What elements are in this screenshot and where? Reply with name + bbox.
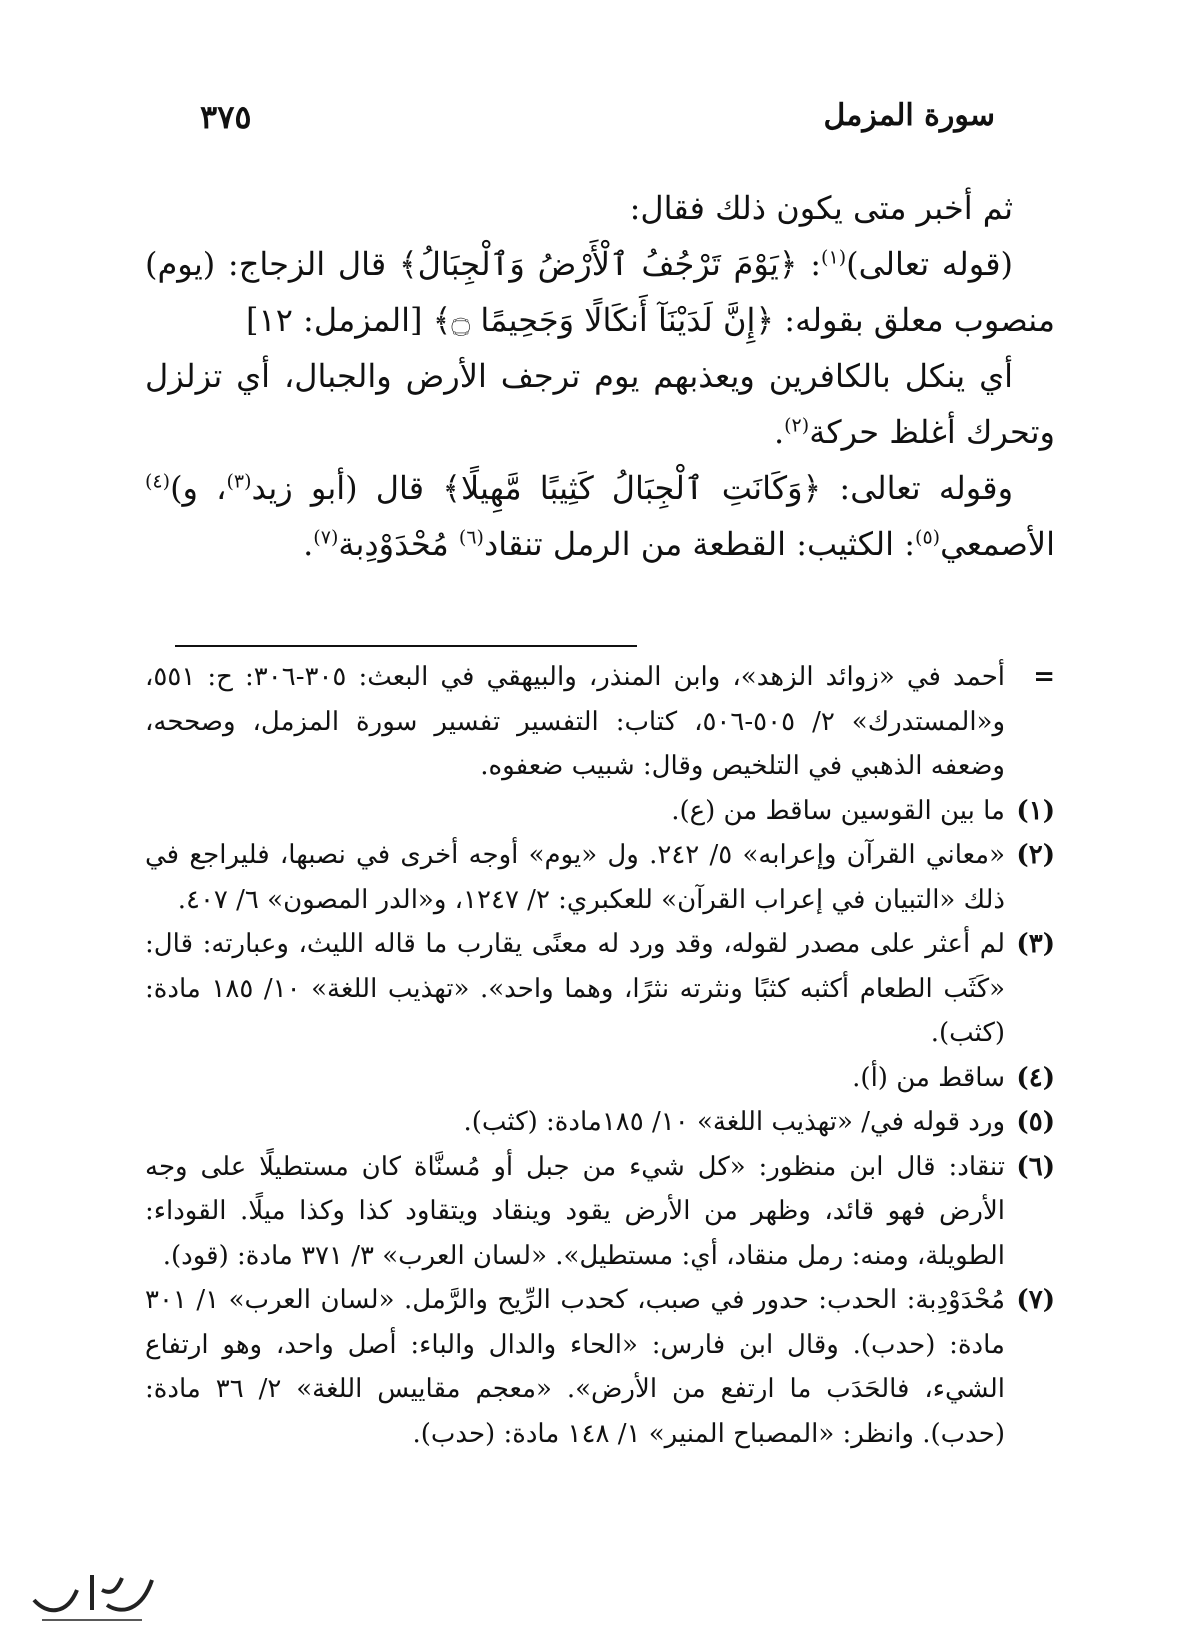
footnote: (١) ما بين القوسين ساقط من (ع). [671,795,1055,826]
footnotes [145,655,1055,1456]
footnote-ref-7: (٧) [313,526,339,549]
quran-verse: ﴿وَكَانَتِ ٱلْجِبَالُ كَثِيبًا مَّهِيلًا﴾ [442,469,822,507]
quran-verse: ﴿إِنَّ لَدَيْنَآ أَنكَالًا وَجَحِيمًا ۝﴾ [432,301,775,339]
footnote: = أحمد في «زوائد الزهد»، وابن المنذر، والبيهقي في البعث: ٣٠٥-٣٠٦: ح: ٥٥١، و«المستدرك» ٢/ ٥٠٥-٥٠٦، كتاب: التفسير تفسير سورة المزمل، وصححه، وضعفه الذهبي في التلخيص وقال: شبيب ضعفوه. [145,662,1055,781]
footnote-ref-1: (١) [821,246,847,269]
publisher-logo-icon [22,1560,162,1630]
footnote-ref-5: (٥) [915,526,941,549]
surah-title: سورة المزمل [823,98,995,133]
paragraph-2: (قوله تعالى)$^{(١)}$: ﴿يَوْمَ تَرْجُفُ ٱلْأَرْضُ وَٱلْجِبَالُ﴾ قال الزجاج: (يوم) منصوب معلق بقوله: ﴿إِنَّ لَدَيْنَآ أَنكَالًا وَجَحِيمًا ۝﴾ [المزمل: ١٢] [145,245,1055,339]
footnote: (٦) تنقاد: قال ابن منظور: «كل شيء من جبل أو مُسنَّاة كان مستطيلًا على وجه الأرض فهو قائد، وظهر من الأرض يقود وينقاد ويتقاود كذا وكذا ميلًا. القوداء: الطويلة، ومنه: رمل منقاد، أي: مستطيل». «لسان العرب» ٣/ ٣٧١ مادة: (قود). [145,1151,1055,1271]
footnote: (٣) لم أعثر على مصدر لقوله، وقد ورد له معنًى يقارب ما قاله الليث، وعبارته: قال: «كَثَب الطعام أكثبه كثبًا ونثرته نثرًا، وهما واحد». «تهذيب اللغة» ١٠/ ١٨٥ مادة: (كثب). [145,929,1055,1048]
footnote-ref-4: (٤) [145,470,171,493]
footnote-ref-6: (٦) [458,526,484,549]
paragraph-3: أي ينكل بالكافرين ويعذبهم يوم ترجف الأرض والجبال، أي تزلزل وتحرك أغلظ حركة$^{(٢)}$. [145,357,1055,451]
page-number: ٣٧٥ [200,98,252,136]
footnote-ref-3: (٣) [226,470,252,493]
footnote: (٤) ساقط من (أ). [852,1062,1055,1093]
footnote: (٥) ورد قوله في/ «تهذيب اللغة» ١٠/ ١٨٥مادة: (كثب). [463,1107,1055,1137]
footnote-ref-2: (٢) [784,414,810,437]
quran-verse: ﴿يَوْمَ تَرْجُفُ ٱلْأَرْضُ وَٱلْجِبَالُ﴾ [398,245,798,283]
footnote: (٢) «معاني القرآن وإعرابه» ٥/ ٢٤٢. ول «يوم» أوجه أخرى في نصبها، فليراجع في ذلك «التبيان في إعراب القرآن» للعكبري: ٢/ ١٢٤٧، و«الدر المصون» ٦/ ٤٠٧. [145,840,1055,915]
footnote-divider [175,645,637,647]
main-text [145,180,1055,572]
footnote: (٧) مُحْدَوْدِبة: الحدب: حدور في صبب، كحدب الرِّيح والرَّمل. «لسان العرب» ١/ ٣٠١ مادة: (حدب). وقال ابن فارس: «الحاء والدال والباء: أصل واحد، وهو ارتفاع الشيء، فالحَدَب ما ارتفع من الأرض». «معجم مقاييس اللغة» ٢/ ٣٦ مادة: (حدب). وانظر: «المصباح المنير» ١/ ١٤٨ مادة: (حدب). [145,1285,1055,1449]
paragraph-4: وقوله تعالى: ﴿وَكَانَتِ ٱلْجِبَالُ كَثِيبًا مَّهِيلًا﴾ قال (أبو زيد$^{(٣)}$، و)$^{(٤)}$ الأصمعي$^{(٥)}$: الكثيب: القطعة من الرمل تنقاد$^{(٦)}$ مُحْدَوْدِبة$^{(٧)}$. [145,469,1055,563]
paragraph-1: ثم أخبر متى يكون ذلك فقال: [629,189,1013,227]
